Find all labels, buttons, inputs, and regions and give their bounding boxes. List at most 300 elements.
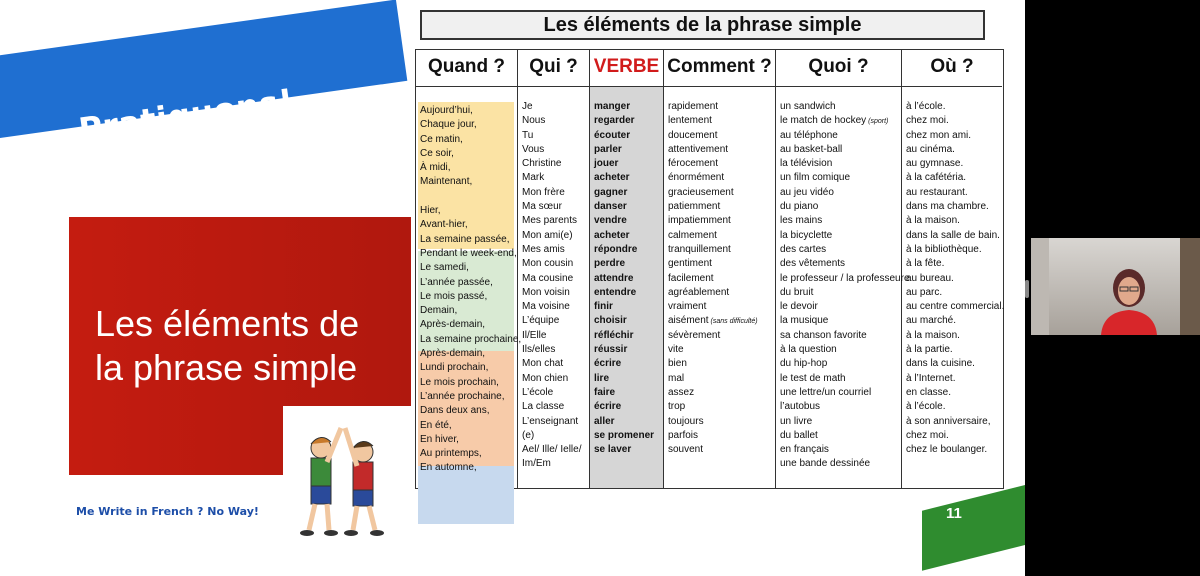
table-cell-text: La semaine passée,	[420, 233, 510, 245]
table-cell	[518, 372, 589, 386]
table-cell-text: à l’Internet.	[906, 372, 956, 384]
table-cell	[518, 300, 589, 314]
table-cell-text: tranquillement	[668, 243, 731, 255]
table-cell	[416, 347, 517, 361]
table-cell-text: la musique	[780, 315, 829, 327]
table-cell-text: un film comique	[780, 172, 851, 184]
table-cell	[664, 343, 775, 357]
table-cell-text: au marché.	[906, 315, 957, 327]
table-cell-text: gracieusement	[668, 186, 734, 198]
table-cell-text: chez moi.	[906, 429, 949, 441]
table-cell-text: finir	[594, 301, 613, 313]
table-cell	[518, 186, 589, 200]
table-cell	[664, 157, 775, 171]
table-cell	[590, 257, 663, 271]
table-cell	[664, 400, 775, 414]
table-cell	[776, 272, 910, 286]
header-ou: Où ?	[902, 50, 1002, 87]
table-cell	[664, 372, 775, 386]
table-cell-text: réfléchir	[594, 329, 634, 341]
table-cell	[776, 386, 901, 400]
table-cell	[902, 229, 1002, 243]
table-cell-text: vite	[668, 344, 684, 356]
qui-cells	[518, 100, 589, 472]
table-cell	[416, 333, 522, 347]
table-cell-text: écrire	[594, 401, 622, 413]
table-cell	[664, 386, 775, 400]
table-cell-text: à la maison.	[906, 329, 960, 341]
table-cell	[416, 104, 517, 118]
table-cell-text: se promener	[594, 429, 655, 441]
table-cell	[518, 357, 589, 371]
table-cell-text: du bruit	[780, 286, 814, 298]
table-cell	[664, 357, 775, 371]
table-cell	[776, 357, 901, 371]
table-cell-text: toujours	[668, 415, 704, 427]
table-cell-text: Vous	[522, 143, 545, 155]
table-cell-text: Ce matin,	[420, 133, 463, 145]
table-cell	[776, 229, 901, 243]
table-cell-text: manger	[594, 101, 631, 112]
table-cell	[902, 300, 1005, 314]
table-cell	[664, 143, 775, 157]
table-cell-text: au jeu vidéo	[780, 186, 834, 198]
table-cell-text: dans la salle de bain.	[906, 229, 1000, 241]
table-cell	[416, 247, 517, 261]
table-cell	[664, 329, 775, 343]
header-quand: Quand ?	[416, 50, 517, 87]
table-cell-text: En automne,	[420, 462, 477, 474]
table-cell-text: trop	[668, 401, 686, 413]
table-cell-text: Aujourd’hui,	[420, 105, 473, 116]
column-comment	[664, 50, 776, 488]
table-cell-text: Mes parents	[522, 215, 578, 227]
table-cell	[590, 157, 663, 171]
table-cell	[518, 243, 589, 257]
table-cell	[518, 129, 589, 143]
table-cell-text: la bicyclette	[780, 229, 833, 241]
table-cell	[902, 143, 1002, 157]
table-cell-text: vraiment	[668, 301, 707, 313]
header-qui: Qui ?	[518, 50, 589, 87]
table-cell-text: entendre	[594, 286, 637, 298]
table-cell	[590, 143, 663, 157]
table-cell-text: Le samedi,	[420, 262, 469, 274]
table-cell	[416, 318, 517, 332]
table-cell-text: gagner	[594, 186, 628, 198]
table-cell	[664, 243, 775, 257]
table-cell	[416, 261, 517, 275]
table-cell	[416, 204, 517, 218]
table-cell-text: En hiver,	[420, 433, 459, 445]
table-cell	[776, 214, 901, 228]
table-cell	[902, 100, 1002, 114]
table-cell	[590, 443, 663, 457]
table-cell	[776, 157, 901, 171]
table-cell	[776, 257, 901, 271]
table-cell	[776, 457, 901, 471]
table-cell	[902, 343, 1002, 357]
table-cell-text: Mon cousin	[522, 258, 574, 270]
table-cell	[518, 415, 589, 429]
table-cell	[518, 329, 589, 343]
quoi-cells	[776, 100, 910, 472]
table-cell-text: les mains	[780, 215, 823, 227]
slide-title-line2: la phrase simple	[95, 347, 358, 388]
table-cell-text: danser	[594, 201, 627, 213]
table-cell	[518, 214, 589, 228]
table-cell	[902, 415, 1002, 429]
table-cell-text: du ballet	[780, 429, 818, 441]
table-cell-text: choisir	[594, 315, 627, 327]
table-cell	[416, 361, 517, 375]
table-cell	[776, 200, 901, 214]
table-cell-text: le devoir	[780, 301, 818, 313]
table-cell	[776, 100, 901, 114]
table-cell	[664, 300, 775, 314]
table-cell	[518, 100, 589, 114]
table-cell	[590, 372, 663, 386]
table-cell	[416, 118, 517, 132]
table-cell-text: À midi,	[420, 162, 451, 174]
table-cell	[776, 286, 901, 300]
table-cell-text: vendre	[594, 215, 627, 227]
table-cell-text: impatiemment	[668, 215, 731, 227]
table-title: Les éléments de la phrase simple	[420, 10, 985, 40]
table-cell-text: à la partie.	[906, 344, 953, 356]
verbe-cells	[590, 100, 663, 457]
table-cell-text: réussir	[594, 344, 628, 356]
presenter-avatar	[1089, 254, 1169, 335]
table-cell-text: Ma voisine	[522, 301, 570, 313]
table-cell-text: Maintenant,	[420, 176, 473, 188]
table-cell-text: du piano	[780, 201, 819, 213]
table-cell-text: La semaine prochaine,	[420, 333, 522, 345]
table-cell-text: Il/Elle	[522, 329, 547, 341]
table-cell-text: En été,	[420, 419, 452, 431]
table-cell	[664, 200, 775, 214]
table-cell	[590, 200, 663, 214]
table-cell	[902, 114, 1002, 128]
table-cell	[590, 214, 663, 228]
table-cell-text: parfois	[668, 429, 699, 441]
table-cell-text: Hier,	[420, 205, 441, 217]
table-cell	[518, 286, 589, 300]
ou-cells	[902, 100, 1005, 457]
tagline: Me Write in French ? No Way!	[76, 505, 259, 518]
column-quoi	[776, 50, 910, 488]
table-cell	[518, 114, 589, 128]
table-cell	[776, 243, 901, 257]
table-cell	[590, 286, 663, 300]
table-cell-text: l’autobus	[780, 401, 821, 413]
comment-cells	[664, 100, 775, 457]
table-cell-text: bien	[668, 358, 687, 370]
table-cell	[416, 404, 517, 418]
table-cell-text: regarder	[594, 115, 635, 127]
table-cell-text: patiemment	[668, 201, 721, 213]
table-cell-text: la télévision	[780, 158, 833, 170]
table-cell	[902, 243, 1002, 257]
table-cell-text: perdre	[594, 258, 626, 270]
table-cell	[902, 171, 1002, 185]
table-cell	[902, 357, 1002, 371]
table-cell-text: férocement	[668, 158, 719, 170]
table-cell-text: écrire	[594, 358, 622, 370]
table-cell	[902, 372, 1002, 386]
table-cell-text: le test de math	[780, 372, 846, 384]
table-cell-text: Ma cousine	[522, 272, 574, 284]
table-cell-text: Lundi prochain,	[420, 362, 489, 374]
banner-text: Pratiquons!	[76, 81, 297, 149]
table-cell-text: L’année passée,	[420, 276, 493, 288]
table-cell	[902, 272, 1002, 286]
slide-title	[95, 302, 405, 390]
table-cell	[518, 386, 589, 400]
table-cell-text: Avant-hier,	[420, 219, 468, 231]
table-cell	[590, 429, 663, 443]
table-cell-text: au téléphone	[780, 129, 838, 141]
table-cell	[776, 343, 901, 357]
table-cell-text: en classe.	[906, 386, 952, 398]
table-cell-text: calmement	[668, 229, 717, 241]
table-cell-text: La classe	[522, 401, 565, 413]
table-cell	[518, 314, 589, 328]
table-cell-text: mal	[668, 372, 685, 384]
table-cell	[590, 272, 663, 286]
table-cell-text: à la question	[780, 344, 837, 356]
table-cell-text: à la bibliothèque.	[906, 243, 982, 255]
table-cell-text: se laver	[594, 444, 632, 456]
table-cell	[902, 429, 1002, 443]
table-cell-text: au cinéma.	[906, 143, 955, 155]
table-cell	[518, 400, 589, 414]
table-cell	[416, 304, 517, 318]
table-cell	[590, 329, 663, 343]
table-cell-text: acheter	[594, 172, 630, 184]
table-cell-text: à la cafétéria.	[906, 172, 967, 184]
column-ou	[902, 50, 1005, 488]
table-cell	[518, 143, 589, 157]
table-cell-text: à son anniversaire,	[906, 415, 991, 427]
table-cell	[664, 272, 775, 286]
table-cell	[776, 429, 901, 443]
table-cell	[902, 257, 1002, 271]
table-cell-text: L’école	[522, 386, 554, 398]
table-cell	[590, 415, 663, 429]
table-cell-text: un sandwich	[780, 101, 836, 112]
table-cell	[902, 386, 1002, 400]
table-cell	[776, 300, 901, 314]
webcam-video-tile[interactable]	[1031, 238, 1200, 335]
table-cell-text: Ael/ Ille/ Ielle/	[522, 444, 582, 456]
table-cell	[902, 186, 1002, 200]
table-cell	[416, 390, 517, 404]
table-cell-text: Demain,	[420, 305, 458, 317]
table-cell-text: Pendant le week-end,	[420, 247, 517, 259]
video-panel-handle[interactable]	[1025, 280, 1029, 298]
table-cell	[416, 376, 517, 390]
table-cell	[590, 386, 663, 400]
slide-title-line1: Les éléments de	[95, 303, 360, 344]
table-cell	[590, 114, 663, 128]
table-cell-text: Chaque jour,	[420, 119, 477, 131]
table-cell-text: Je	[522, 101, 533, 112]
table-cell-text: lentement	[668, 115, 712, 127]
sentence-elements-table	[415, 49, 1004, 489]
table-cell-text: Ils/elles	[522, 344, 556, 356]
header-quoi: Quoi ?	[776, 50, 901, 87]
table-cell-text: Im/Em	[522, 458, 551, 470]
table-cell	[416, 276, 517, 290]
table-cell	[416, 290, 517, 304]
column-qui	[518, 50, 590, 488]
table-cell	[664, 286, 775, 300]
table-cell-text: Christine	[522, 158, 562, 170]
table-cell-text: L’équipe	[522, 315, 560, 327]
table-cell-text: aisément	[668, 315, 709, 327]
table-cell-text: chez mon ami.	[906, 129, 972, 141]
table-cell-text: faire	[594, 386, 616, 398]
table-cell	[664, 257, 775, 271]
table-cell	[902, 400, 1002, 414]
table-cell-text: Mes amis	[522, 243, 565, 255]
table-cell	[518, 429, 589, 443]
webcam-wall	[1031, 238, 1049, 335]
table-cell	[590, 314, 663, 328]
table-cell-text: dans ma chambre.	[906, 201, 989, 213]
table-cell-text: souvent	[668, 444, 704, 456]
table-cell-text: agréablement	[668, 286, 730, 298]
table-cell-text: au bureau.	[906, 272, 954, 284]
table-cell	[416, 175, 517, 189]
column-verbe	[590, 50, 664, 488]
table-cell-note: (sport)	[866, 118, 889, 126]
table-cell-text: en français	[780, 444, 829, 456]
table-cell	[416, 218, 517, 232]
table-cell-text: Le mois passé,	[420, 290, 488, 302]
table-cell	[518, 200, 589, 214]
table-cell	[776, 171, 901, 185]
table-cell-text: à la fête.	[906, 258, 945, 270]
table-cell-text: un livre	[780, 415, 813, 427]
table-cell-text: assez	[668, 386, 695, 398]
table-cell	[664, 429, 775, 443]
table-cell	[776, 443, 901, 457]
table-cell-text: le match de hockey	[780, 115, 867, 127]
table-cell-text: chez moi.	[906, 115, 949, 127]
table-cell	[518, 229, 589, 243]
table-cell	[776, 400, 901, 414]
table-cell-text: (e)	[522, 429, 535, 441]
table-cell	[776, 186, 901, 200]
table-cell-text: Le mois prochain,	[420, 376, 499, 388]
table-cell-text: le professeur / la professeure	[780, 272, 910, 284]
header-comment: Comment ?	[664, 50, 775, 87]
table-cell	[416, 190, 517, 204]
table-cell	[590, 357, 663, 371]
table-cell-text: jouer	[594, 158, 619, 170]
table-cell-text: au basket-ball	[780, 143, 843, 155]
table-cell	[590, 171, 663, 185]
table-cell	[590, 243, 663, 257]
table-cell	[518, 457, 589, 471]
table-cell-text: rapidement	[668, 101, 719, 112]
table-cell	[416, 233, 517, 247]
table-cell	[664, 229, 775, 243]
table-cell-text: à l’école.	[906, 401, 946, 413]
table-cell-text: répondre	[594, 243, 638, 255]
table-cell-text: écouter	[594, 129, 631, 141]
table-cell-text: dans la cuisine.	[906, 358, 975, 370]
table-cell-text: acheter	[594, 229, 630, 241]
table-cell-text: Au printemps,	[420, 448, 482, 460]
table-cell-text: au gymnase.	[906, 158, 964, 170]
table-cell	[902, 443, 1002, 457]
table-cell-text: du hip-hop	[780, 358, 828, 370]
table-cell	[902, 314, 1002, 328]
table-cell	[590, 400, 663, 414]
table-cell-text: à l’école.	[906, 101, 946, 112]
table-cell	[590, 186, 663, 200]
table-cell-text: doucement	[668, 129, 718, 141]
table-cell-text: au centre commercial.	[906, 301, 1005, 313]
table-cell-text: Dans deux ans,	[420, 405, 490, 417]
table-cell	[518, 257, 589, 271]
table-cell-text: chez le boulanger.	[906, 444, 988, 456]
table-cell-text: Nous	[522, 115, 546, 127]
table-cell	[902, 329, 1002, 343]
table-cell	[518, 343, 589, 357]
table-cell	[590, 343, 663, 357]
table-cell	[416, 419, 517, 433]
table-cell-text: Après-demain,	[420, 319, 486, 331]
table-cell	[518, 171, 589, 185]
table-cell-text: aller	[594, 415, 615, 427]
table-cell-text: sa chanson favorite	[780, 329, 867, 341]
table-cell	[902, 214, 1002, 228]
table-cell	[590, 229, 663, 243]
table-cell-text: des cartes	[780, 243, 827, 255]
table-cell-text: énormément	[668, 172, 725, 184]
table-cell-text: à la maison.	[906, 215, 960, 227]
table-cell	[776, 314, 901, 328]
table-cell	[518, 272, 589, 286]
table-cell-text: des vêtements	[780, 258, 846, 270]
table-cell	[590, 300, 663, 314]
table-cell	[664, 100, 775, 114]
table-cell	[416, 133, 517, 147]
table-cell-text: Ce soir,	[420, 147, 454, 159]
table-cell-text: Mon ami(e)	[522, 229, 573, 241]
table-cell	[664, 443, 775, 457]
table-cell	[776, 415, 901, 429]
table-cell-text: une bande dessinée	[780, 458, 871, 470]
table-cell-text: facilement	[668, 272, 714, 284]
table-cell-text: lire	[594, 372, 610, 384]
table-cell-text: L’enseignant	[522, 415, 579, 427]
table-cell	[416, 447, 517, 461]
table-cell	[902, 200, 1002, 214]
table-cell	[664, 171, 775, 185]
table-cell-text: attentivement	[668, 143, 729, 155]
table-cell	[664, 415, 775, 429]
quand-cells	[416, 104, 522, 476]
table-cell	[416, 147, 517, 161]
table-cell	[776, 129, 901, 143]
table-cell	[776, 329, 901, 343]
table-cell-text: Mon chien	[522, 372, 569, 384]
